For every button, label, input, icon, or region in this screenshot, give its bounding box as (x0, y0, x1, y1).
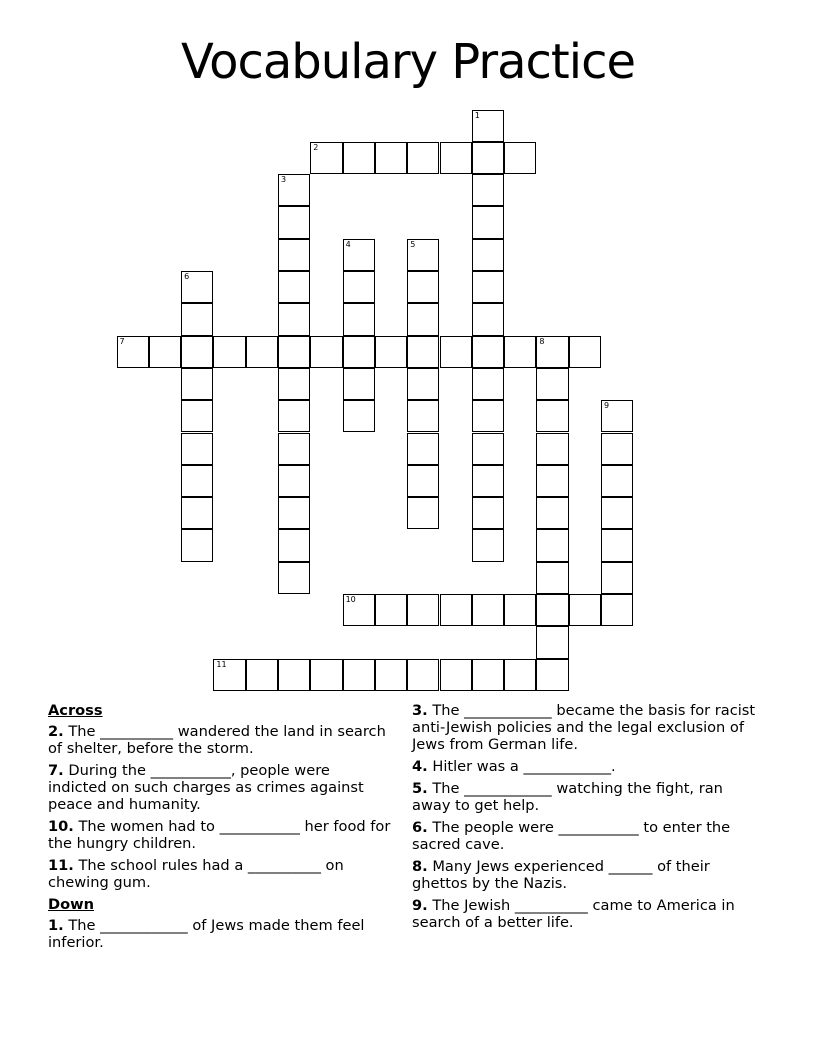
clue-number: 3 (281, 175, 287, 185)
crossword-cell[interactable] (536, 562, 568, 594)
clues-left-column (48, 702, 393, 956)
crossword-cell[interactable] (440, 336, 472, 368)
crossword-cell[interactable] (569, 594, 601, 626)
crossword-cell[interactable] (472, 336, 504, 368)
crossword-cell[interactable] (504, 336, 536, 368)
crossword-cell[interactable] (407, 368, 439, 400)
clue-across-7: 7. During the ___________, people were indicted on such charges as crimes against peace and humanity. (48, 762, 364, 813)
clues-right-column (412, 702, 757, 936)
crossword-cell[interactable] (504, 594, 536, 626)
crossword-cell[interactable] (310, 142, 342, 174)
crossword-cell[interactable] (278, 239, 310, 271)
page-title: Vocabulary Practice (180, 34, 636, 90)
crossword-cell[interactable] (278, 206, 310, 238)
crossword-cell[interactable] (278, 497, 310, 529)
crossword-cell[interactable] (343, 594, 375, 626)
crossword-cell[interactable] (440, 659, 472, 691)
clue-number: 4 (345, 239, 351, 249)
clue-number: 9 (604, 401, 610, 411)
crossword-cell[interactable] (601, 497, 633, 529)
crossword-cell[interactable] (343, 303, 375, 335)
clue-down-4: 4. Hitler was a ____________. (412, 758, 616, 775)
crossword-cell[interactable] (278, 368, 310, 400)
crossword-cell[interactable] (407, 142, 439, 174)
crossword-cell[interactable] (472, 433, 504, 465)
crossword-cell[interactable] (278, 659, 310, 691)
crossword-cell[interactable] (536, 400, 568, 432)
crossword-cell[interactable] (310, 336, 342, 368)
clue-number: 1 (474, 110, 480, 120)
clue-down-6: 6. The people were ___________ to enter the sacred cave. (412, 819, 731, 853)
crossword-cell[interactable] (536, 368, 568, 400)
crossword-cell[interactable] (472, 142, 504, 174)
crossword-cell[interactable] (536, 497, 568, 529)
crossword-cell[interactable] (407, 497, 439, 529)
crossword-cell[interactable] (278, 465, 310, 497)
crossword-cell[interactable] (246, 659, 278, 691)
crossword-cell[interactable] (375, 336, 407, 368)
crossword-cell[interactable] (536, 529, 568, 561)
crossword-cell[interactable] (407, 594, 439, 626)
clue-number: 11 (216, 659, 227, 669)
crossword-cell[interactable] (536, 433, 568, 465)
crossword-cell[interactable] (181, 433, 213, 465)
crossword-cell[interactable] (407, 336, 439, 368)
crossword-cell[interactable] (601, 400, 633, 432)
crossword-cell[interactable] (310, 659, 342, 691)
crossword-cell[interactable] (407, 271, 439, 303)
crossword-cell[interactable] (181, 303, 213, 335)
clue-number: 7 (119, 336, 125, 346)
clue-across-2: 2. The __________ wandered the land in search of shelter, before the storm. (48, 723, 386, 757)
crossword-cell[interactable] (472, 239, 504, 271)
crossword-cell[interactable] (278, 174, 310, 206)
crossword-cell[interactable] (343, 400, 375, 432)
crossword-cell[interactable] (181, 271, 213, 303)
crossword-cell[interactable] (278, 562, 310, 594)
crossword-cell[interactable] (601, 465, 633, 497)
crossword-cell[interactable] (278, 271, 310, 303)
crossword-cell[interactable] (375, 659, 407, 691)
clue-number: 8 (539, 336, 545, 346)
clue-number: 5 (410, 239, 416, 249)
crossword-cell[interactable] (407, 303, 439, 335)
crossword-cell[interactable] (375, 142, 407, 174)
crossword-cell[interactable] (278, 529, 310, 561)
crossword-cell[interactable] (278, 433, 310, 465)
crossword-cell[interactable] (504, 659, 536, 691)
crossword-cell[interactable] (181, 529, 213, 561)
clue-number: 6 (184, 272, 190, 281)
crossword-cell[interactable] (472, 303, 504, 335)
crossword-cell[interactable] (536, 465, 568, 497)
crossword-cell[interactable] (472, 400, 504, 432)
crossword-cell[interactable] (536, 336, 568, 368)
crossword-cell[interactable] (343, 271, 375, 303)
crossword-cell[interactable] (472, 174, 504, 206)
crossword-cell[interactable] (472, 206, 504, 238)
crossword-cell[interactable] (149, 336, 181, 368)
clue-down-9: 9. The Jewish __________ came to America in search of a better life. (412, 897, 735, 931)
crossword-cell[interactable] (343, 368, 375, 400)
crossword-cell[interactable] (472, 271, 504, 303)
clue-across-10: 10. The women had to ___________ her food for the hungry children. (48, 818, 391, 852)
clue-across-11: 11. The school rules had a __________ on chewing gum. (48, 857, 344, 891)
down-heading: Down (48, 896, 95, 913)
clue-number: 2 (313, 142, 319, 152)
crossword-cell[interactable] (601, 594, 633, 626)
crossword-cell[interactable] (569, 336, 601, 368)
crossword-cell[interactable] (181, 497, 213, 529)
crossword-cell[interactable] (601, 433, 633, 465)
crossword-cell[interactable] (343, 336, 375, 368)
crossword-cell[interactable] (472, 529, 504, 561)
crossword-cell[interactable] (472, 465, 504, 497)
crossword-cell[interactable] (278, 303, 310, 335)
clue-down-8: 8. Many Jews experienced ______ of their ghettos by the Nazis. (412, 858, 710, 892)
crossword-cell[interactable] (536, 594, 568, 626)
crossword-cell[interactable] (440, 594, 472, 626)
crossword-cell[interactable] (213, 659, 245, 691)
crossword-cell[interactable] (343, 659, 375, 691)
crossword-cell[interactable] (181, 465, 213, 497)
crossword-cell[interactable] (407, 465, 439, 497)
clue-down-3: 3. The ____________ became the basis for racist anti-Jewish policies and the legal exclusion of Jews from German life. (412, 702, 756, 753)
crossword-cell[interactable] (536, 659, 568, 691)
crossword-cell[interactable] (407, 239, 439, 271)
crossword-cell[interactable] (601, 562, 633, 594)
crossword-cell[interactable] (246, 336, 278, 368)
crossword-cell[interactable] (181, 368, 213, 400)
crossword-cell[interactable] (343, 239, 375, 271)
crossword-cell[interactable] (472, 497, 504, 529)
crossword-cell[interactable] (278, 400, 310, 432)
crossword-cell[interactable] (407, 433, 439, 465)
crossword-cell[interactable] (472, 110, 504, 142)
crossword-cell[interactable] (601, 529, 633, 561)
crossword-cell[interactable] (213, 336, 245, 368)
crossword-cell[interactable] (181, 336, 213, 368)
crossword-cell[interactable] (181, 400, 213, 432)
crossword-cell[interactable] (407, 400, 439, 432)
crossword-cell[interactable] (440, 142, 472, 174)
clue-number: 10 (345, 595, 356, 604)
crossword-cell[interactable] (117, 336, 149, 368)
crossword-cell[interactable] (278, 336, 310, 368)
clue-down-1: 1. The ____________ of Jews made them feel inferior. (48, 917, 365, 951)
crossword-cell[interactable] (375, 594, 407, 626)
clue-down-5: 5. The ____________ watching the fight, ran away to get help. (412, 780, 723, 814)
across-heading: Across (48, 702, 103, 719)
crossword-cell[interactable] (407, 659, 439, 691)
crossword-cell[interactable] (472, 659, 504, 691)
crossword-cell[interactable] (472, 594, 504, 626)
crossword-cell[interactable] (343, 142, 375, 174)
crossword-cell[interactable] (472, 368, 504, 400)
crossword-cell[interactable] (536, 626, 568, 658)
crossword-cell[interactable] (504, 142, 536, 174)
